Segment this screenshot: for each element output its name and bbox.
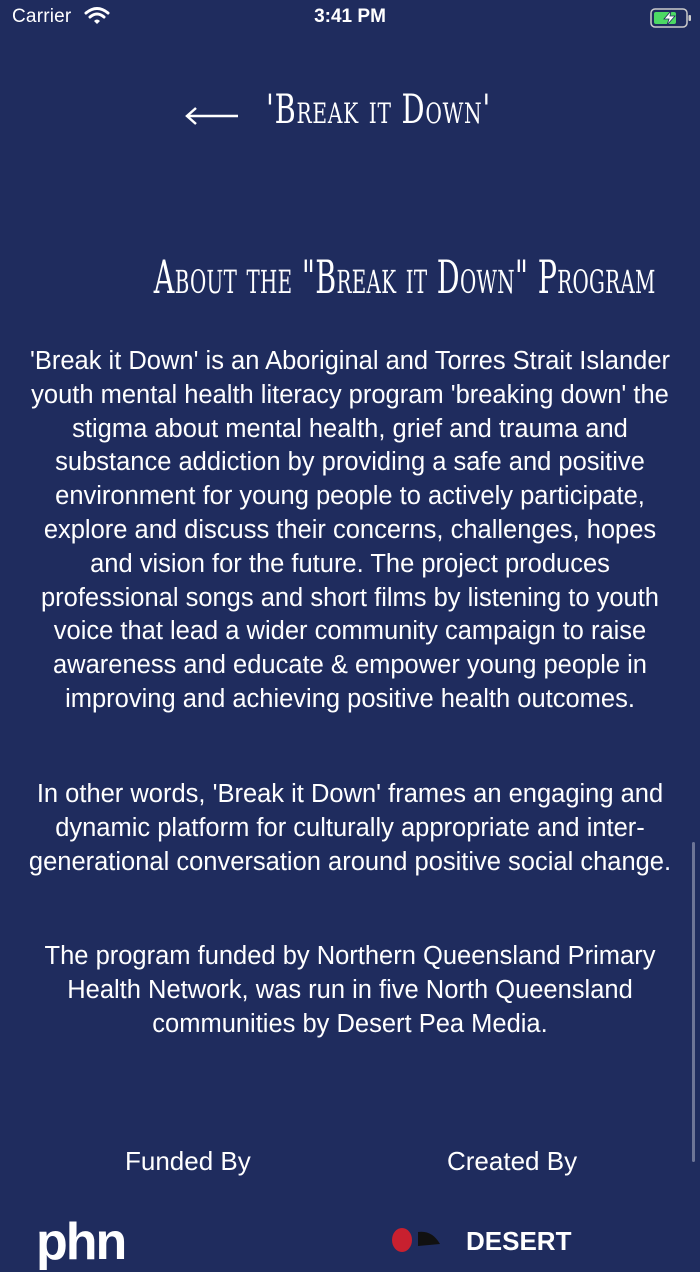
svg-text:DESERT: DESERT: [466, 1226, 572, 1254]
funded-by-label: Funded By: [125, 1146, 251, 1176]
section-title-text: About the "Break it Down" Program: [153, 250, 656, 304]
nav-header: [0, 70, 700, 150]
back-arrow-icon[interactable]: [184, 88, 266, 133]
status-bar: [0, 0, 700, 36]
page-title: 'Break it Down': [266, 87, 492, 133]
carrier-label: Carrier: [12, 6, 72, 27]
desert-pea-media-logo: [388, 1224, 588, 1259]
created-by-label: Created By: [447, 1146, 578, 1176]
description-paragraph-1: 'Break it Down' is an Aboriginal and Torres Strait Islander youth mental health literacy program 'breaking down' the stigma about mental health, grief and trauma and substance addiction by providing a safe and positive environment for young people to actively participate, explore and discuss their concerns, challenges, hopes and vision for the future. The project produces professional songs and short films by listening to youth voice that lead a wider community campaign to raise awareness and educate & empower young people in improving and achieving positive health outcomes.: [29, 347, 670, 713]
scroll-indicator[interactable]: [692, 842, 695, 1162]
phn-logo: phn: [36, 1213, 126, 1271]
description-paragraph-3: The program funded by Northern Queensland Primary Health Network, was run in five North Queensland communities by Desert Pea Media.: [44, 942, 656, 1038]
clock: 3:41 PM: [314, 6, 386, 27]
battery-charging-icon: [650, 8, 692, 33]
section-title: [0, 250, 700, 304]
description-paragraph-2: In other words, 'Break it Down' frames an engaging and dynamic platform for culturally appropriate and inter-generational conversation around positive social change.: [28, 780, 672, 876]
